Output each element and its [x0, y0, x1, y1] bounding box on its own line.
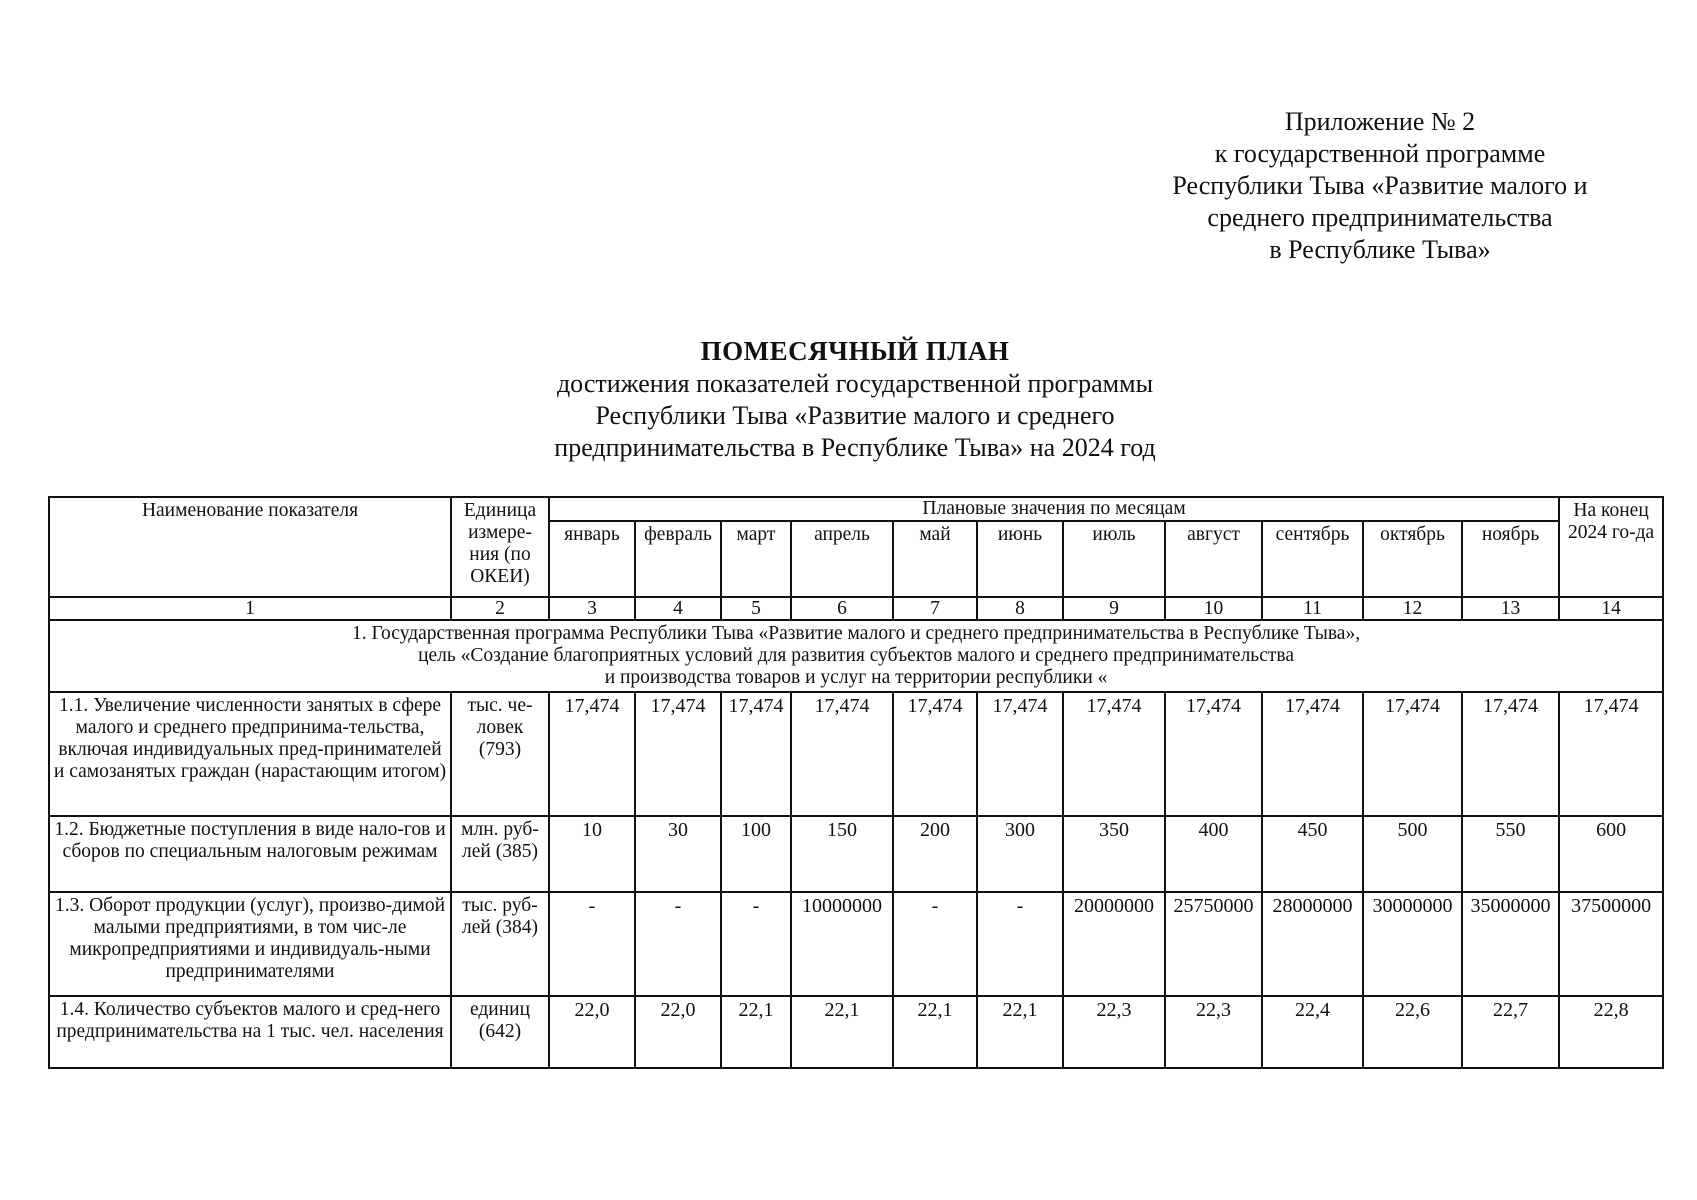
column-number: 4	[635, 597, 721, 620]
header-month: апрель	[791, 521, 893, 597]
header-month: сентябрь	[1262, 521, 1363, 597]
column-number: 8	[977, 597, 1063, 620]
header-month: октябрь	[1363, 521, 1462, 597]
indicator-value: 17,474	[1462, 692, 1559, 816]
appendix-line: среднего предпринимательства	[1207, 203, 1553, 232]
indicator-value: 30	[635, 816, 721, 892]
column-number: 13	[1462, 597, 1559, 620]
column-number: 6	[791, 597, 893, 620]
indicator-value: 450	[1262, 816, 1363, 892]
header-month: июль	[1063, 521, 1165, 597]
indicator-unit: тыс. руб-лей (384)	[451, 892, 549, 996]
indicator-value: 22,1	[791, 996, 893, 1068]
appendix-line: в Республике Тыва»	[1269, 235, 1491, 264]
indicator-value: 22,0	[549, 996, 635, 1068]
indicator-unit: единиц (642)	[451, 996, 549, 1068]
indicator-value: 20000000	[1063, 892, 1165, 996]
column-number: 1	[49, 597, 451, 620]
indicator-value: 17,474	[1165, 692, 1262, 816]
indicator-value: 10	[549, 816, 635, 892]
section-line: и производства товаров и услуг на территории республики «	[604, 667, 1108, 688]
section-line: цель «Создание благоприятных условий для развития субъектов малого и среднего предпринимательства	[418, 645, 1294, 666]
indicator-value: 500	[1363, 816, 1462, 892]
column-number: 11	[1262, 597, 1363, 620]
indicator-value: 22,4	[1262, 996, 1363, 1068]
indicator-value: 28000000	[1262, 892, 1363, 996]
indicator-value: 17,474	[635, 692, 721, 816]
header-month: июнь	[977, 521, 1063, 597]
indicator-value: 37500000	[1559, 892, 1663, 996]
indicator-value: 17,474	[721, 692, 791, 816]
indicator-value: 550	[1462, 816, 1559, 892]
indicator-row	[49, 816, 1663, 892]
indicator-value: 300	[977, 816, 1063, 892]
document-subtitle-line: Республики Тыва «Развитие малого и среднего	[595, 401, 1115, 430]
header-month: февраль	[635, 521, 721, 597]
indicator-value: -	[635, 892, 721, 996]
header-unit: Единица измере-ния (по ОКЕИ)	[451, 497, 549, 597]
indicator-value: 35000000	[1462, 892, 1559, 996]
indicator-row	[49, 892, 1663, 996]
header-plan: Плановые значения по месяцам	[549, 497, 1559, 521]
column-number-row	[49, 597, 1663, 620]
column-number: 2	[451, 597, 549, 620]
indicator-value: 17,474	[791, 692, 893, 816]
indicator-value: 30000000	[1363, 892, 1462, 996]
document-subtitle-line: предпринимательства в Республике Тыва» на 2024 год	[554, 433, 1156, 462]
indicator-value: 22,0	[635, 996, 721, 1068]
indicator-value: 22,6	[1363, 996, 1462, 1068]
header-month: январь	[549, 521, 635, 597]
indicator-name: 1.1. Увеличение численности занятых в сфере малого и среднего предпринима-тельства, включая индивидуальных пред-принимателей и самозанятых граждан (нарастающим итогом)	[49, 692, 451, 816]
header-month: август	[1165, 521, 1262, 597]
header-month: ноябрь	[1462, 521, 1559, 597]
appendix-line: Приложение № 2	[1284, 107, 1476, 136]
indicator-value: 22,3	[1063, 996, 1165, 1068]
indicator-value: 400	[1165, 816, 1262, 892]
indicator-value: -	[977, 892, 1063, 996]
header-month: май	[893, 521, 977, 597]
indicator-value: 200	[893, 816, 977, 892]
indicator-value: 600	[1559, 816, 1663, 892]
document-subtitle-line: достижения показателей государственной программы	[556, 369, 1154, 398]
indicator-unit: тыс. че-ловек (793)	[451, 692, 549, 816]
header-row	[49, 497, 1663, 521]
column-number: 5	[721, 597, 791, 620]
indicator-value: 17,474	[1559, 692, 1663, 816]
indicator-row	[49, 996, 1663, 1068]
indicator-value: 22,3	[1165, 996, 1262, 1068]
section-line: 1. Государственная программа Республики Тыва «Развитие малого и среднего предпринимательства в Республике Тыва»,	[352, 623, 1361, 644]
header-month: март	[721, 521, 791, 597]
indicator-unit: млн. руб-лей (385)	[451, 816, 549, 892]
indicator-value: 22,1	[977, 996, 1063, 1068]
document-title: ПОМЕСЯЧНЫЙ ПЛАН	[700, 336, 1010, 366]
column-number: 3	[549, 597, 635, 620]
indicator-value: 17,474	[893, 692, 977, 816]
indicator-value: 17,474	[1363, 692, 1462, 816]
header-name: Наименование показателя	[49, 497, 451, 597]
indicator-name: 1.2. Бюджетные поступления в виде нало-гов и сборов по специальным налоговым режимам	[49, 816, 451, 892]
indicator-value: 150	[791, 816, 893, 892]
indicator-row	[49, 692, 1663, 816]
section-row	[49, 620, 1663, 692]
indicator-value: 25750000	[1165, 892, 1262, 996]
appendix-line: к государственной программе	[1214, 139, 1546, 168]
indicator-value: -	[721, 892, 791, 996]
section-heading	[49, 620, 1663, 692]
indicator-value: 22,1	[721, 996, 791, 1068]
indicator-value: 100	[721, 816, 791, 892]
indicator-value: 10000000	[791, 892, 893, 996]
indicator-value: -	[893, 892, 977, 996]
column-number: 14	[1559, 597, 1663, 620]
document-heading	[460, 334, 1250, 464]
appendix-line: Республики Тыва «Развитие малого и	[1172, 171, 1588, 200]
appendix-block	[1150, 106, 1610, 266]
indicator-value: 350	[1063, 816, 1165, 892]
column-number: 12	[1363, 597, 1462, 620]
indicator-name: 1.4. Количество субъектов малого и сред-него предпринимательства на 1 тыс. чел. населения	[49, 996, 451, 1068]
indicator-value: 17,474	[1262, 692, 1363, 816]
header-end: На конец 2024 го-да	[1559, 497, 1663, 597]
indicator-value: 22,1	[893, 996, 977, 1068]
plan-table	[48, 496, 1664, 1069]
indicator-value: 22,8	[1559, 996, 1663, 1068]
column-number: 10	[1165, 597, 1262, 620]
indicator-value: 17,474	[977, 692, 1063, 816]
indicator-value: 17,474	[549, 692, 635, 816]
indicator-value: 17,474	[1063, 692, 1165, 816]
column-number: 7	[893, 597, 977, 620]
column-number: 9	[1063, 597, 1165, 620]
indicator-name: 1.3. Оборот продукции (услуг), произво-димой малыми предприятиями, в том чис-ле микропредприятиями и индивидуаль-ными предпринимателями	[49, 892, 451, 996]
indicator-value: 22,7	[1462, 996, 1559, 1068]
indicator-value: -	[549, 892, 635, 996]
